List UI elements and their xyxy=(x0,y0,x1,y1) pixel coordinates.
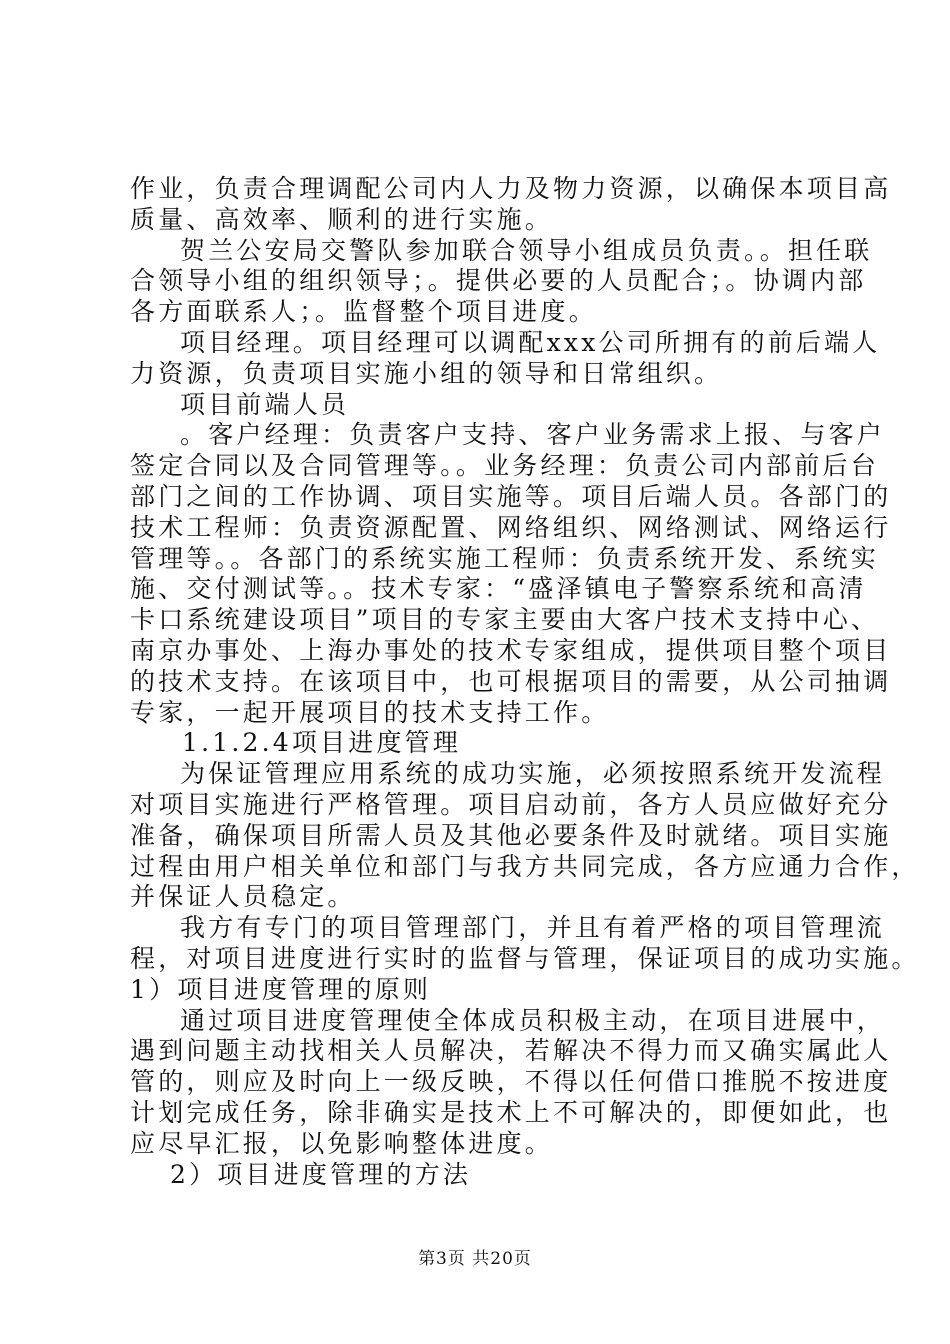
text-line: 卡口系统建设项目”项目的专家主要由大客户技术支持中心、 xyxy=(130,605,880,635)
paragraph-start: 项目经理。项目经理可以调配xxx公司所拥有的前后端人 xyxy=(180,327,881,357)
text-line: 南京办事处、上海办事处的技术专家组成，提供项目整个项目 xyxy=(130,635,892,665)
text-line: 质量、高效率、顺利的进行实施。 xyxy=(130,204,554,234)
paragraph-start: 我方有专门的项目管理部门，并且有着严格的项目管理流 xyxy=(180,913,886,943)
paragraph-start: 为保证管理应用系统的成功实施，必须按照系统开发流程 xyxy=(180,759,886,789)
text-line: 签定合同以及合同管理等。。业务经理：负责公司内部前后台 xyxy=(130,451,879,481)
text-line: 对项目实施进行严格管理。项目启动前，各方人员应做好充分 xyxy=(130,789,892,819)
text-line: 遇到问题主动找相关人员解决，若解决不得力而又确实属此人 xyxy=(130,1036,892,1066)
subheading: 1）项目进度管理的原则 xyxy=(130,974,432,1004)
text-line: 力资源，负责项目实施小组的领导和日常组织。 xyxy=(130,358,723,388)
subheading: 2）项目进度管理的方法 xyxy=(170,1159,472,1189)
text-line: 合领导小组的组织领导；。提供必要的人员配合；。协调内部 xyxy=(130,266,867,296)
text-line: 应尽早汇报，以免影响整体进度。 xyxy=(130,1128,554,1158)
paragraph-start: 。客户经理：负责客户支持、客户业务需求上报、与客户 xyxy=(180,420,886,450)
text-line: 技术工程师：负责资源配置、网络组织、网络测试、网络运行 xyxy=(130,512,892,542)
text-line: 部门之间的工作协调、项目实施等。项目后端人员。各部门的 xyxy=(130,481,892,511)
paragraph-start: 贺兰公安局交警队参加联合领导小组成员负责。。担任联 xyxy=(180,235,873,265)
text-line: 专家，一起开展项目的技术支持工作。 xyxy=(130,697,610,727)
text-line: 程，对项目进度进行实时的监督与管理，保证项目的成功实施。 xyxy=(130,943,920,973)
section-heading: 1.1.2.4项目进度管理 xyxy=(182,728,462,758)
text-line: 过程由用户相关单位和部门与我方共同完成，各方应通力合作， xyxy=(130,851,920,881)
paragraph-start: 通过项目进度管理使全体成员积极主动，在项目进展中， xyxy=(180,1005,886,1035)
page-footer: 第3页 共20页 xyxy=(418,1249,532,1269)
text-line: 管的，则应及时向上一级反映，不得以任何借口推脱不按进度 xyxy=(130,1067,892,1097)
subheading: 项目前端人员 xyxy=(180,389,350,419)
text-line: 管理等。。各部门的系统实施工程师：负责系统开发、系统实 xyxy=(130,543,879,573)
text-line: 准备，确保项目所需人员及其他必要条件及时就绪。项目实施 xyxy=(130,820,892,850)
document-body xyxy=(130,174,920,1190)
text-line: 作业，负责合理调配公司内人力及物力资源，以确保本项目高 xyxy=(130,174,892,203)
text-line: 的技术支持。在该项目中，也可根据项目的需要，从公司抽调 xyxy=(130,666,892,696)
text-line: 并保证人员稳定。 xyxy=(130,882,356,912)
text-line: 计划完成任务，除非确实是技术上不可解决的，即便如此，也 xyxy=(130,1097,892,1127)
text-line: 施、交付测试等。。技术专家：“盛泽镇电子警察系统和高清 xyxy=(130,574,867,604)
text-line: 各方面联系人；。监督整个项目进度。 xyxy=(130,297,597,327)
